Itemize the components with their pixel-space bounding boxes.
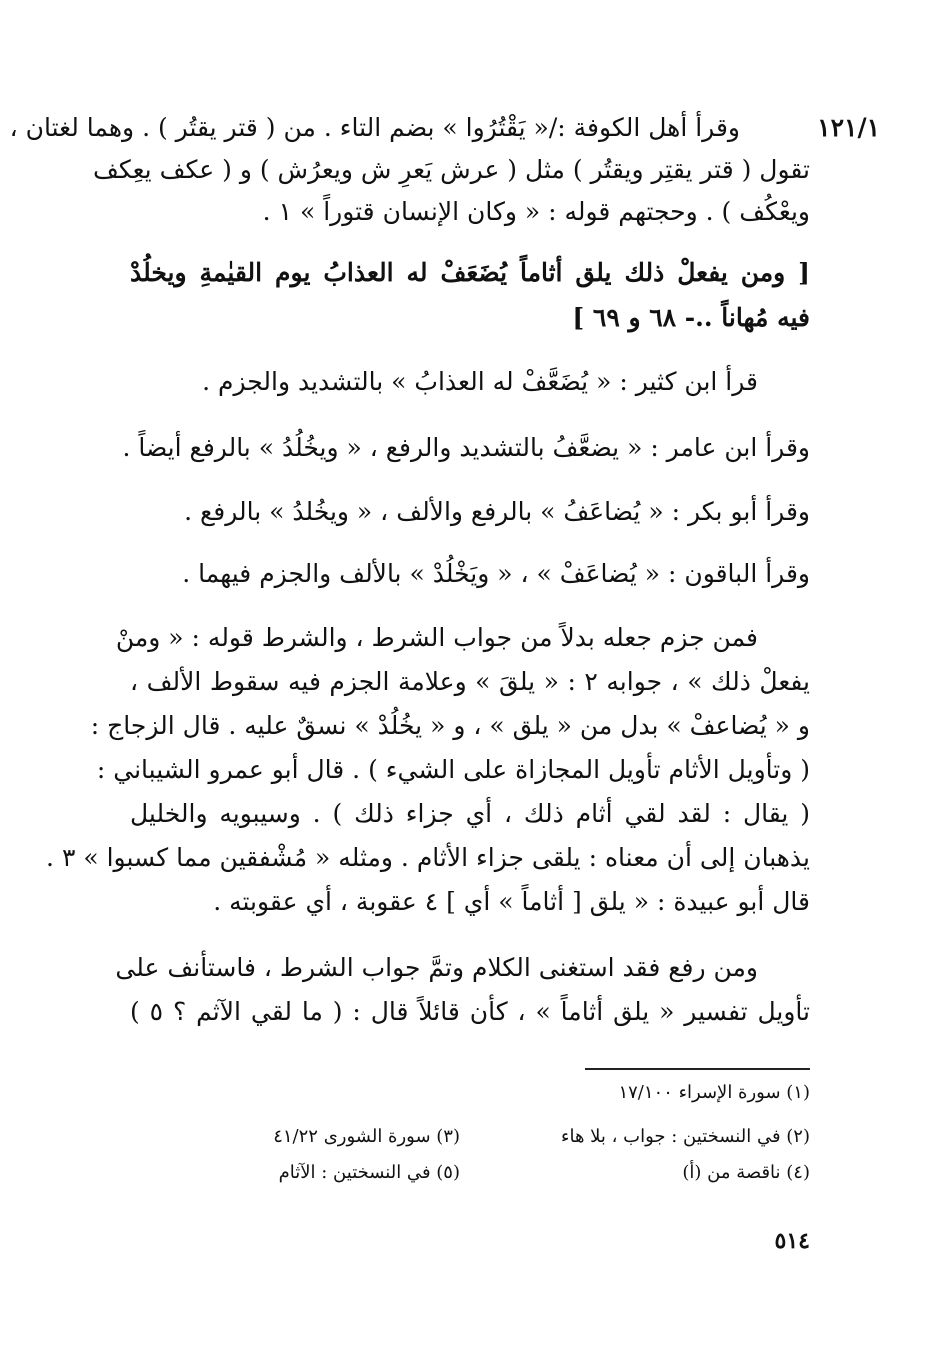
footnote: (٤) ناقصة من (أ)	[682, 1162, 810, 1183]
text-line: وقرأ أهل الكوفة :/« يَقْتُرُوا » بضم التاء . من ( قتر يقتُر ) . وهما لغتان ،	[9, 113, 740, 142]
text-line: ويعْكُف ) . وحجتهم قوله : « وكان الإنسان قتوراً » ١ .	[262, 197, 810, 226]
text-line: تأويل تفسير « يلق أثاماً » ، كأن قائلاً قال : ( ما لقي الآثم ؟ ٥ )	[130, 997, 810, 1026]
text-line: يذهبان إلى أن معناه : يلقى جزاء الأثام . ومثله « مُشْفقين مما كسبوا » ٣ .	[46, 843, 810, 872]
text-line: قال أبو عبيدة : « يلق [ أثاماً » أي ] ٤ عقوبة ، أي عقوبته .	[213, 887, 810, 916]
text-line: تقول ( قتر يقتِر ويقتُر ) مثل ( عرش يَعرِ ش ويعرُش ) و ( عكف يعِكف	[92, 155, 810, 184]
verse-reference: ١٢١/١	[817, 113, 880, 142]
text-line: و « يُضاعفْ » بدل من « يلق » ، و « يخُلُدْ » نسقٌ عليه . قال الزجاج :	[90, 711, 810, 740]
text-line: ( يقال : لقد لقي أثام ذلك ، أي جزاء ذلك ) . وسيبويه والخليل	[130, 799, 810, 828]
reading-line: وقرأ الباقون : « يُضاعَفْ » ، « ويَخْلُدْ » بالألف والجزم فيهما .	[182, 559, 810, 588]
reading-line: وقرأ ابن عامر : « يضعَّفُ بالتشديد والرفع ، « ويخُلُدُ » بالرفع أيضاً .	[122, 433, 810, 462]
footnote: (١) سورة الإسراء ١٧/١٠٠	[618, 1082, 810, 1103]
footnote-separator	[585, 1068, 810, 1070]
page-number: ٥١٤	[774, 1228, 810, 1254]
footnote: (٢) في النسختين : جواب ، بلا هاء	[561, 1126, 810, 1147]
quran-verse-line: [ ومن يفعلْ ذلك يلق أثاماً يُضَعَفْ له العذابُ يوم القيٰمةِ ويخلُدْ	[130, 258, 810, 287]
reading-line: قرأ ابن كثير : « يُضَعَّفْ له العذابُ » بالتشديد والجزم .	[202, 367, 758, 396]
text-line: ( وتأويل الأثام تأويل المجازاة على الشيء ) . قال أبو عمرو الشيباني :	[96, 755, 810, 784]
text-line: فمن جزم جعله بدلاً من جواب الشرط ، والشرط قوله : « ومنْ	[115, 623, 758, 652]
text-line: يفعلْ ذلك » ، جوابه ٢ : « يلقَ » وعلامة الجزم فيه سقوط الألف ،	[130, 667, 810, 696]
text-line: ومن رفع فقد استغنى الكلام وتمَّ جواب الشرط ، فاستأنف على	[115, 953, 758, 982]
reading-line: وقرأ أبو بكر : « يُضاعَفُ » بالرفع والألف ، « ويخُلدُ » بالرفع .	[184, 497, 810, 526]
footnote: (٣) سورة الشورى ٤١/٢٢	[273, 1126, 460, 1147]
footnote: (٥) في النسختين : الآثام	[278, 1162, 460, 1183]
quran-verse-line: فيه مُهاناً ..- ٦٨ و ٦٩ ]	[572, 303, 810, 332]
